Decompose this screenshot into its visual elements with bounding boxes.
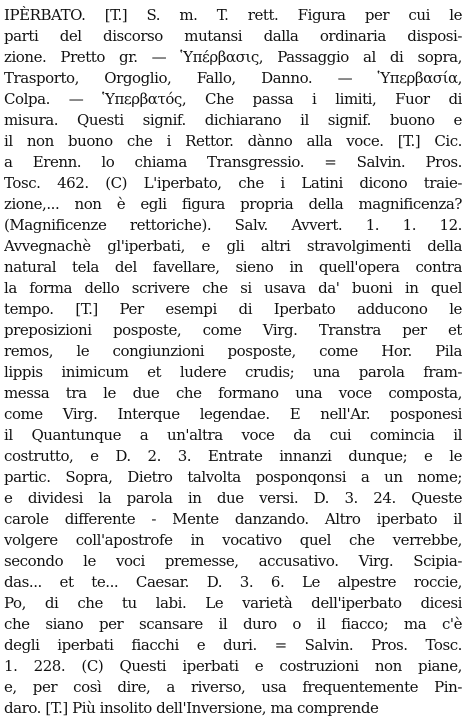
text-line: a Erenn. lo chiama Transgressio. = Salvin. Pros.: [4, 153, 462, 171]
text-line: e dividesi la parola in due versi. D. 3. 24. Queste: [4, 489, 462, 507]
text-line: daro. [T.] Più insolito dell'Inversione, ma comprende: [4, 699, 379, 717]
text-line: carole differente - Mente danzando. Altro iperbato il: [4, 510, 462, 528]
text-line: volgere coll'apostrofe in vocativo quel che verrebbe,: [4, 531, 462, 549]
text-line: Tosc. 462. (C) L'iperbato, che i Latini dicono traie-: [4, 174, 462, 192]
text-line: e, per così dire, a riverso, usa frequentemente Pin-: [4, 678, 462, 696]
text-line: zione,... non è egli figura propria della magnificenza?: [4, 195, 462, 213]
text-line: messa tra le due che formano una voce composta,: [4, 384, 462, 402]
text-line: secondo le voci premesse, accusativo. Virg. Scipia-: [4, 552, 462, 570]
text-line: la forma dello scrivere che si usava da' buoni in quel: [4, 279, 462, 297]
dictionary-entry: [4, 3, 462, 719]
text-line: Avvegnachè gl'iperbati, e gli altri stravolgimenti della: [4, 237, 462, 255]
text-line: tempo. [T.] Per esempi di Iperbato adducono le: [4, 300, 462, 318]
text-line: costrutto, e D. 2. 3. Entrate innanzi dunque; e le: [4, 447, 462, 465]
text-line: Trasporto, Orgoglio, Fallo, Danno. — Ὑπερβασία,: [4, 69, 462, 87]
text-line: preposizioni posposte, come Virg. Transtra per et: [4, 321, 462, 339]
text-line: natural tela del favellare, sieno in quell'opera contra: [4, 258, 462, 276]
text-line: (Magnificenze rettoriche). Salv. Avvert. 1. 1. 12.: [4, 216, 462, 234]
text-line: parti del discorso mutansi dalla ordinaria disposi-: [4, 27, 462, 45]
text-line: che siano per scansare il duro o il fiacco; ma c'è: [4, 615, 462, 633]
text-line: Po, di che tu labi. Le varietà dell'iperbato dicesi: [4, 594, 462, 612]
text-line: IPÈRBATO. [T.] S. m. T. rett. Figura per cui le: [4, 6, 462, 24]
text-line: misura. Questi signif. dichiarano il signif. buono e: [4, 111, 462, 129]
text-line: remos, le congiunzioni posposte, come Hor. Pila: [4, 342, 462, 360]
text-line: lippis inimicum et ludere crudis; una parola fram-: [4, 363, 462, 381]
text-line: degli iperbati fiacchi e duri. = Salvin. Pros. Tosc.: [4, 636, 462, 654]
text-line: 1. 228. (C) Questi iperbati e costruzioni non piane,: [4, 657, 462, 675]
text-line: das... et te... Caesar. D. 3. 6. Le alpestre roccie,: [4, 573, 462, 591]
text-line: il non buono che i Rettor. dànno alla voce. [T.] Cic.: [4, 132, 462, 150]
text-line: come Virg. Interque legendae. E nell'Ar. posponesi: [4, 405, 462, 423]
text-line: partic. Sopra, Dietro talvolta posponqonsi a un nome;: [4, 468, 462, 486]
text-line: zione. Pretto gr. — Ὑπέρβασις, Passaggio al di sopra,: [4, 48, 462, 66]
text-line: il Quantunque a un'altra voce da cui comincia il: [4, 426, 462, 444]
text-line: Colpa. — Ὑπερβατός, Che passa i limiti, Fuor di: [4, 90, 462, 108]
